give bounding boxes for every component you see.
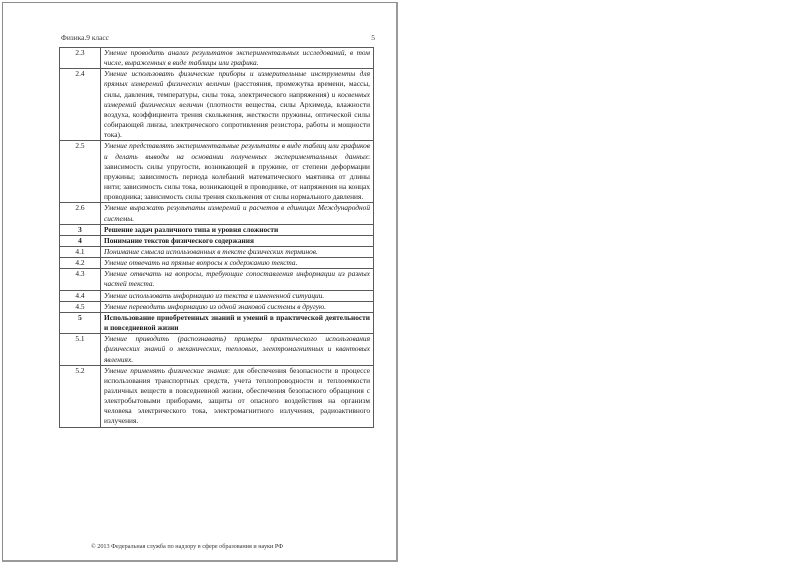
skill-text-italic: Понимание смысла использованных в тексте физических терминов. [104,246,318,256]
row-description [101,290,374,301]
row-number: 2.5 [60,141,101,203]
skill-text-italic: Умение отвечать на прямые вопросы к содержанию текста. [104,258,298,268]
skill-text-italic: Умение использовать физические приборы и измерительные инструменты для прямых измерений физических величин [104,69,370,89]
row-description [101,312,374,333]
skill-text-italic: Умение применять физические знания [104,365,228,375]
row-description [101,334,374,365]
skill-text-italic: Умение приводить (распознавать) примеры практического использования физических знаний о механических, тепловых, электромагнитных и квантовых явлениях. [104,334,370,364]
row-description [101,235,374,246]
row-number: 2.3 [60,48,101,69]
table-row [60,69,374,141]
table-row [60,301,374,312]
skill-text-italic: Умение отвечать на вопросы, требующие сопоставления информации из разных частей текста. [104,269,370,289]
row-number: 5 [60,312,101,333]
row-number: 3 [60,224,101,235]
row-description [101,246,374,257]
table-row [60,141,374,203]
table-row [60,235,374,246]
copyright-footer: © 2013 Федеральная служба по надзору в сфере образования и науки РФ [91,543,284,550]
table-row [60,203,374,224]
page-number: 5 [371,33,375,42]
skill-text: : зависимость силы упругости, возникающей в пружине, от степени деформации пружины; зависимость периода колебаний математического маятника от длины нити; зависимость силы тока, возникающей в проводнике, от напряжения на концах проводника; зависимость силы трения скольжения от силы нормального давления. [104,151,370,202]
row-description [101,48,374,69]
table-row [60,334,374,365]
row-number: 5.1 [60,334,101,365]
row-description [101,269,374,290]
skill-text: Решение задач различного типа и уровня сложности [104,224,279,234]
skill-text: Использование приобретенных знаний и умений в практической деятельности и повседневной жизни [104,312,370,333]
skill-text-italic: Умение выражать результаты измерений и расчетов в единицах Международной системы. [104,203,370,223]
table-row [60,365,374,427]
table-row [60,224,374,235]
row-number: 4 [60,235,101,246]
row-description [101,141,374,203]
table-row [60,48,374,69]
row-number: 2.6 [60,203,101,224]
skill-text-italic: Умение представлять экспериментальные результаты в виде таблиц или графиков и делать выводы на основании полученных экспериментальных данных [104,141,370,161]
skill-text: Понимание текстов физического содержания [104,235,254,245]
row-number: 4.3 [60,269,101,290]
row-number: 4.1 [60,246,101,257]
skill-text-italic: Умение переводить информацию из одной знаковой системы в другую. [104,301,326,311]
document-page [2,2,398,562]
table-row [60,312,374,333]
row-number: 2.4 [60,69,101,141]
skill-text-italic: Умение проводить анализ результатов экспериментальных исследований, в том числе, выраженных в виде таблицы или графика. [104,48,370,68]
row-description [101,258,374,269]
skill-text-italic: и косвенных измерений физических величин [104,89,370,109]
skill-text: : для обеспечения безопасности в процессе использования транспортных средств, учета теплопроводности и теплоемкости различных веществ в повседневной жизни, обеспечения безопасного обращения с электробытовыми приборами, защиты от опасного воздействия на организм человека электрического тока, электромагнитного излучения, радиоактивного излучения. [104,365,370,426]
skill-text: (расстояния, промежутка времени, массы, силы, давления, температуры, силы тока, электрического напряжения) [104,79,370,99]
row-description [101,365,374,427]
row-number: 5.2 [60,365,101,427]
row-description [101,69,374,141]
table-row [60,290,374,301]
table-row [60,258,374,269]
requirements-table [59,47,374,428]
skill-text-italic: Умение использовать информацию из текста в измененной ситуации. [104,290,325,300]
subject-title: Физика.9 класс [61,33,109,42]
table-row [60,269,374,290]
row-description [101,224,374,235]
row-number: 4.2 [60,258,101,269]
requirements-table-body [60,48,374,428]
table-row [60,246,374,257]
row-number: 4.5 [60,301,101,312]
row-description [101,301,374,312]
row-number: 4.4 [60,290,101,301]
skill-text: (плотности вещества, силы Архимеда, влажности воздуха, коэффициента трения скольжения, жесткости пружины, оптической силы собирающей линзы, электрического сопротивления резистора, работы и мощности тока). [104,99,371,140]
row-description [101,203,374,224]
